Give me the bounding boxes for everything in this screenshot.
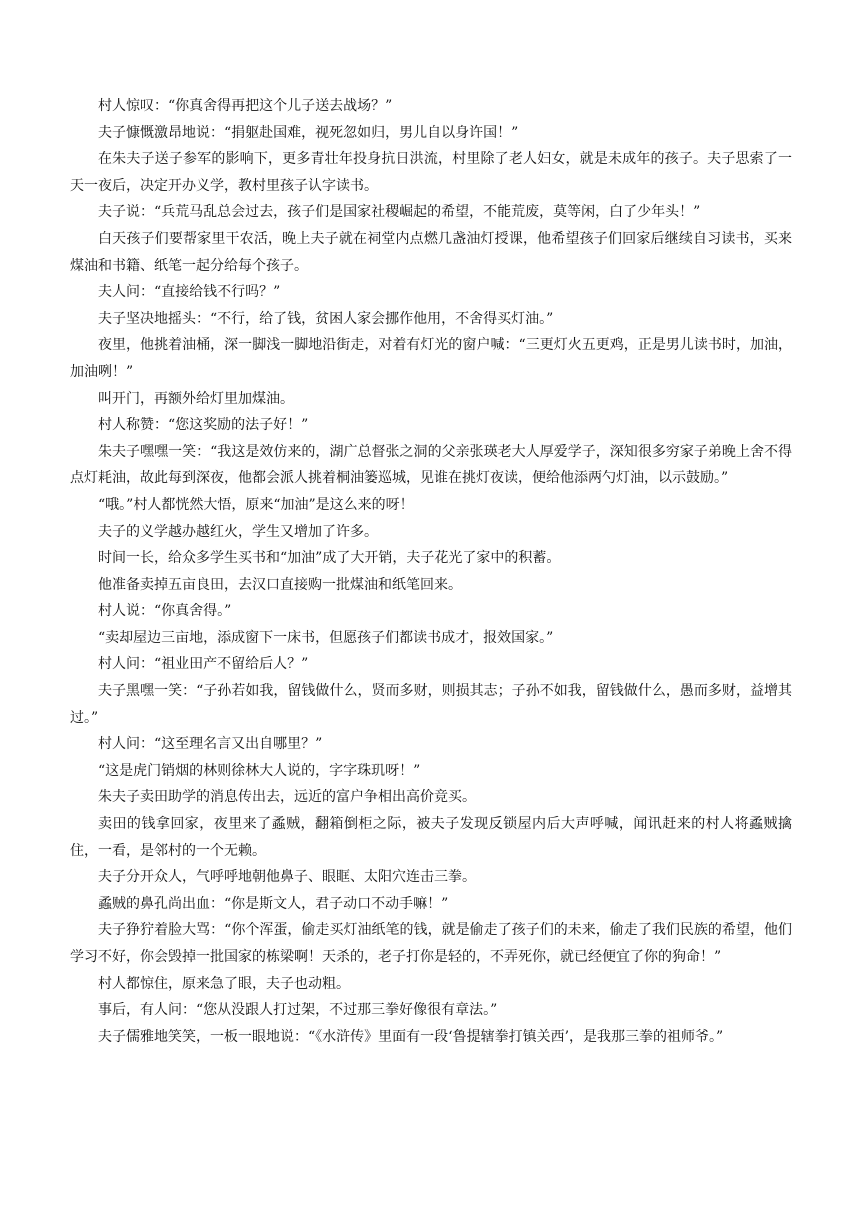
- paragraph: 夫子分开众人，气呼呼地朝他鼻子、眼眶、太阳穴连击三拳。: [98, 869, 476, 886]
- paragraph: 村人都惊住，原来急了眼，夫子也动粗。: [98, 975, 350, 992]
- paragraph: 夫子狰狞着脸大骂：“你个浑蛋，偷走买灯油纸笔的钱，就是偷走了孩子们的未来，偷走了我们民族的希望，他们学习不好，你会毁掉一批国家的栋梁啊！天杀的，老子打你是轻的，不弄死你，就已经便宜了你的狗命！”: [70, 922, 792, 965]
- paragraph: “哦。”村人都恍然大悟，原来“加油”是这么来的呀！: [98, 496, 414, 513]
- paragraph: 夫子坚决地摇头：“不行，给了钱，贫困人家会挪作他用，不舍得买灯油。”: [98, 310, 554, 327]
- paragraph: 村人惊叹：“你真舍得再把这个儿子送去战场？”: [98, 98, 393, 114]
- paragraph: “卖却屋边三亩地，添成窗下一床书，但愿孩子们都读书成才，报效国家。”: [98, 629, 554, 646]
- paragraph: 朱夫子嘿嘿一笑：“我这是效仿来的，湖广总督张之洞的父亲张瑛老大人厚爱学子，深知很多穷家子弟晚上舍不得点灯耗油，故此每到深夜，他都会派人挑着桐油篓巡城，见谁在挑灯夜读，便给他添两勺灯油，以示鼓励。”: [70, 443, 792, 487]
- paragraph: 村人说：“你真舍得。”: [98, 603, 232, 620]
- paragraph: 村人问：“这至理名言又出自哪里？”: [98, 736, 323, 753]
- paragraph: 卖田的钱拿回家，夜里来了蟊贼，翻箱倒柜之际，被夫子发现反锁屋内后大声呼喊，闻讯赶来的村人将蟊贼擒住，一看，是邻村的一个无赖。: [70, 816, 792, 859]
- paragraph: 夫子儒雅地笑笑，一板一眼地说：“《水浒传》里面有一段‘鲁提辖拳打镇关西’，是我那三拳的祖师爷。”: [98, 1028, 724, 1045]
- paragraph: 夫子黑嘿一笑：“子孙若如我，留钱做什么，贤而多财，则损其志；子孙不如我，留钱做什么，愚而多财，益增其过。”: [70, 683, 792, 726]
- paragraph: 他准备卖掉五亩良田，去汉口直接购一批煤油和纸笔回来。: [98, 576, 462, 593]
- paragraph: 在朱夫子送子参军的影响下，更多青壮年投身抗日洪流，村里除了老人妇女，就是未成年的孩子。夫子思索了一天一夜后，决定开办义学，教村里孩子认字读书。: [70, 151, 792, 194]
- paragraph: 白天孩子们要帮家里干农活，晚上夫子就在祠堂内点燃几盏油灯授课，他希望孩子们回家后继续自习读书，买来煤油和书籍、纸笔一起分给每个孩子。: [70, 230, 792, 274]
- paragraph: 叫开门，再额外给灯里加煤油。: [98, 390, 294, 407]
- paragraph: 夫人问：“直接给钱不行吗？”: [98, 284, 281, 301]
- paragraph: 夜里，他挑着油桶，深一脚浅一脚地沿街走，对着有灯光的窗户喊：“三更灯火五更鸡，正是男儿读书时，加油，加油咧！”: [70, 337, 792, 380]
- paragraph: 村人称赞：“您这奖励的法子好！”: [98, 417, 309, 434]
- paragraph: 蟊贼的鼻孔尚出血：“你是斯文人，君子动口不动手嘛！”: [98, 895, 449, 912]
- paragraph: 时间一长，给众多学生买书和“加油”成了大开销，夫子花光了家中的积蓄。: [98, 550, 561, 567]
- story-body: [70, 93, 792, 1050]
- paragraph: “这是虎门销烟的林则徐林大人说的，字字珠玑呀！”: [98, 762, 421, 779]
- paragraph: 夫子的义学越办越红火，学生又增加了许多。: [98, 523, 378, 540]
- paragraph: 夫子说：“兵荒马乱总会过去，孩子们是国家社稷崛起的希望，不能荒废，莫等闲，白了少年头！”: [98, 204, 701, 221]
- paragraph: 村人问：“祖业田产不留给后人？”: [98, 656, 309, 673]
- paragraph: 夫子慷慨激昂地说：“捐躯赴国难，视死忽如归，男儿自以身许国！”: [98, 124, 519, 141]
- paragraph: 事后，有人问：“您从没跟人打过架，不过那三拳好像很有章法。”: [98, 1002, 498, 1019]
- paragraph: 朱夫子卖田助学的消息传出去，远近的富户争相出高价竞买。: [98, 789, 476, 806]
